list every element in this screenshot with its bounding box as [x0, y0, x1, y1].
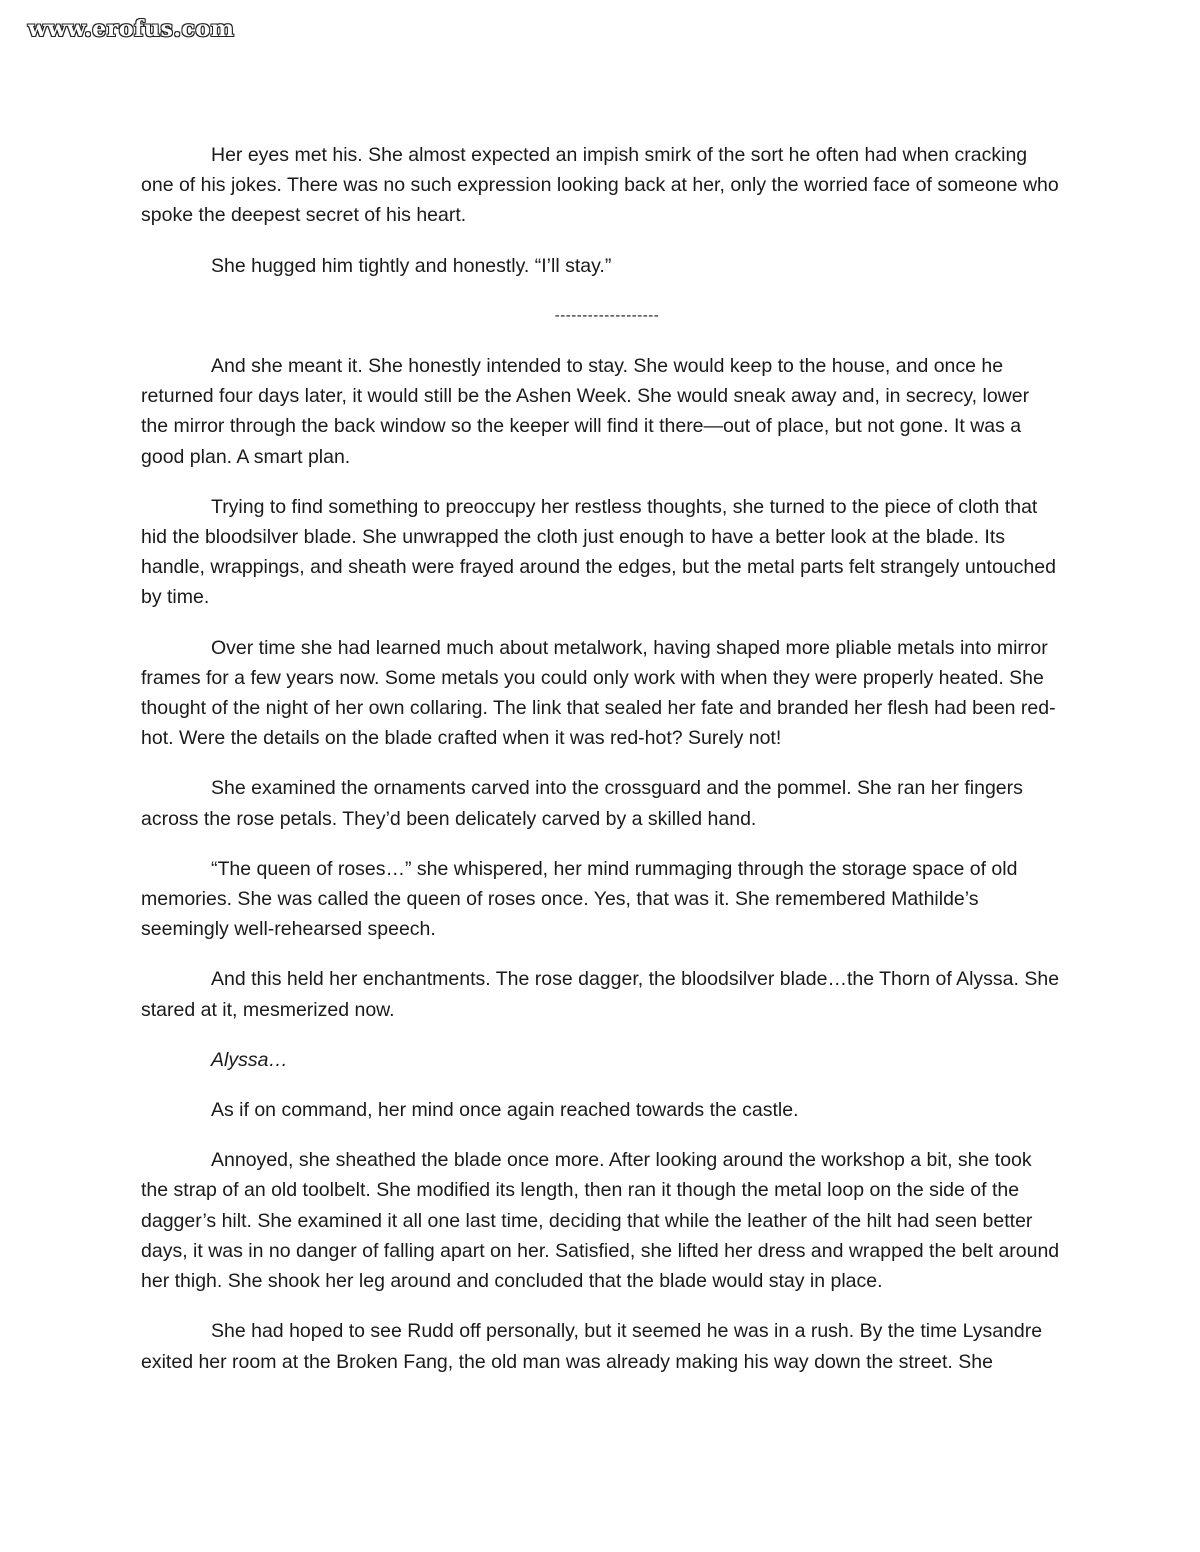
paragraph: She had hoped to see Rudd off personally, but it seemed he was in a rush. By the time Lysandre exited her room at the Broken Fang, the old man was already making his way down the street. She [141, 1320, 1043, 1373]
paragraph: Trying to find something to preoccupy her restless thoughts, she turned to the piece of cloth that hid the bloodsilver blade. She unwrapped the cloth just enough to have a better look at the blade. Its handle, wrappings, and sheath were frayed around the edges, but the metal parts felt strangely untouched by time. [141, 495, 1056, 609]
italic-paragraph: Alyssa… [211, 1048, 288, 1071]
paragraph: “The queen of roses…” she whispered, her mind rummaging through the storage space of old memories. She was called the queen of roses once. Yes, that was it. She remembered Mathilde’s seemingly well-rehearsed speech. [141, 857, 1018, 941]
paragraph: Annoyed, she sheathed the blade once more. After looking around the workshop a bit, she took the strap of an old toolbelt. She modified its length, then ran it though the metal loop on the side of the dagger’s hilt. She examined it all one last time, deciding that while the leather of the hilt had seen better days, it was in no danger of falling apart on her. Satisfied, she lifted her dress and wrapped the belt around her thigh. She shook her leg around and concluded that the blade would stay in place. [141, 1149, 1060, 1293]
paragraph: As if on command, her mind once again reached towards the castle. [211, 1099, 799, 1122]
watermark-text: www.erofus.com [28, 16, 235, 42]
paragraph: Over time she had learned much about metalwork, having shaped more pliable metals into mirror frames for a few years now. Some metals you could only work with when they were properly heated. She thought of the night of her own collaring. The link that sealed her fate and branded her flesh had been red-hot. Were the details on the blade crafted when it was red-hot? Surely not! [141, 636, 1056, 750]
paragraph: And this held her enchantments. The rose dagger, the bloodsilver blade…the Thorn of Alyssa. She stared at it, mesmerized now. [141, 968, 1060, 1021]
paragraph: And she meant it. She honestly intended to stay. She would keep to the house, and once he returned four days later, it would still be the Ashen Week. She would sneak away and, in secrecy, lower the mirror through the back window so the keeper will find it there—out of place, but not gone. It was a good plan. A smart plan. [141, 355, 1030, 468]
document-body [141, 140, 1061, 1397]
paragraph: She hugged him tightly and honestly. “I’ll stay.” [211, 254, 612, 277]
paragraph: Her eyes met his. She almost expected an impish smirk of the sort he often had when cracking one of his jokes. There was no such expression looking back at her, only the worried face of someone who spoke the deepest secret of his heart. [141, 144, 1059, 227]
scene-break-divider: ------------------- [554, 306, 660, 324]
paragraph: She examined the ornaments carved into the crossguard and the pommel. She ran her fingers across the rose petals. They’d been delicately carved by a skilled hand. [141, 777, 1023, 830]
